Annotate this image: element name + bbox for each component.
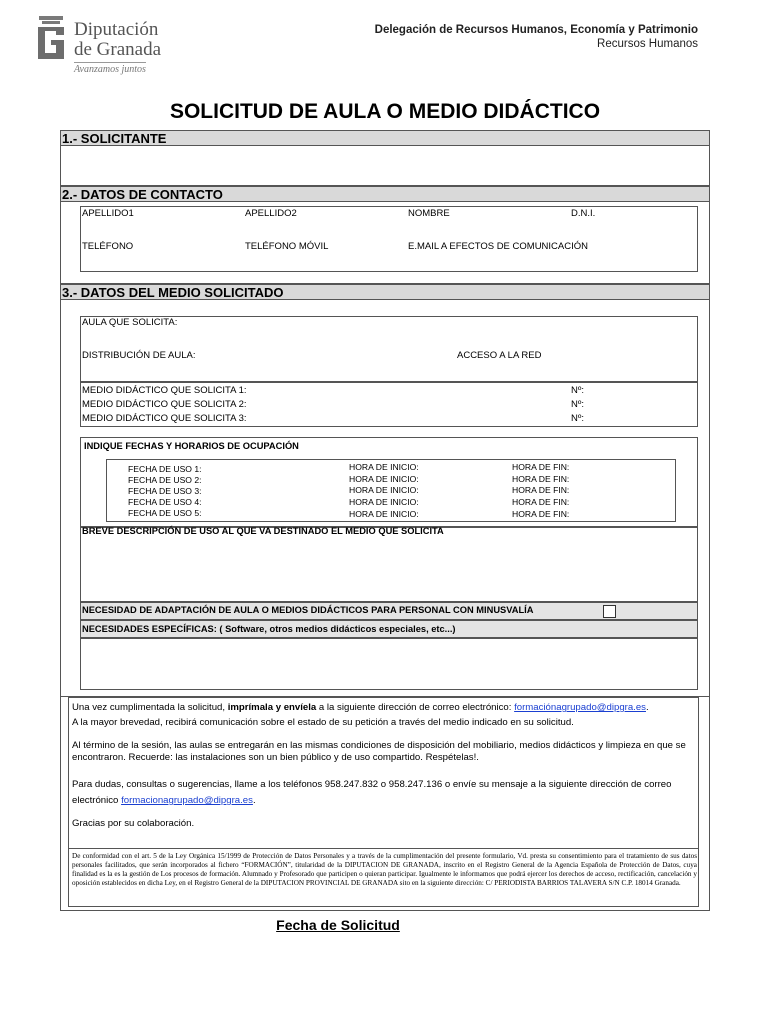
instruction-thanks: Gracias por su colaboración. [72,818,195,829]
org-name-line1: Diputación [74,19,159,40]
department-title: Delegación de Recursos Humanos, Economía y Patrimonio [374,24,698,36]
descripcion-heading: BREVE DESCRIPCIÓN DE USO AL QUE VA DESTINADO EL MEDIO QUE SOLICITA [82,526,444,536]
fecha-uso-1[interactable]: FECHA DE USO 1: [128,464,202,474]
apellido2-label[interactable]: APELLIDO2 [245,208,297,219]
fecha-uso-4[interactable]: FECHA DE USO 4: [128,497,202,507]
instruction-response: A la mayor brevedad, recibirá comunicación sobre el estado de su petición a través del medio indicado en su solicitud. [72,717,574,728]
fecha-uso-5[interactable]: FECHA DE USO 5: [128,508,202,518]
medio-3-numero[interactable]: Nº: [571,413,584,424]
legal-notice: De conformidad con el art. 5 de la Ley Orgánica 15/1999 de Protección de Datos Personales y a través de la cumplimentación del presente formulario, Vd. presta su consentimiento para el tratamiento de sus datos personales facilitados, que serán incorporados al fichero “FORMACIÓN”, titularidad de la DIPUTACION DE GRANADA, inscrito en el Registro General de la Agencia Española de Protección de Datos, cuya finalidad es la es la gestión de Los procesos de formación. Alumnado y Profesorado que participen o quieran participar. Igualmente le informamos que podrá ejercer los derechos de acceso, rectificación, cancelación y oposición establecidos en dicha Ley, en el Registro General de la DIPUTACION PROVINCIAL DE GRANADA sito en la siguiente dirección: C/ PERIODISTA BARRIOS TALAVERA S/N C.P. 18014 Granada. [72,852,697,887]
solicitante-field[interactable] [60,146,710,186]
fechas-heading: INDIQUE FECHAS Y HORARIOS DE OCUPACIÓN [84,441,299,451]
hora-inicio-4[interactable]: HORA DE INICIO: [349,497,419,507]
especificas-label: NECESIDADES ESPECÍFICAS: ( Software, otros medios didácticos especiales, etc...) [82,624,456,634]
distribucion-label[interactable]: DISTRIBUCIÓN DE AULA: [82,350,196,361]
hora-fin-1[interactable]: HORA DE FIN: [512,462,570,472]
section-contacto-heading: 2.- DATOS DE CONTACTO [60,186,710,202]
instruction-contact: Para dudas, consultas o sugerencias, llame a los teléfonos 958.247.832 o 958.247.136 o envíe su mensaje a la siguiente dirección de correo electrónico formacionagrupado@dipgra.es. [72,779,672,806]
telefono-label[interactable]: TELÉFONO [82,241,134,252]
hora-fin-4[interactable]: HORA DE FIN: [512,497,570,507]
hora-inicio-2[interactable]: HORA DE INICIO: [349,474,419,484]
email-link-2[interactable]: formacionagrupado@dipgra.es [121,795,253,806]
medio-2-numero[interactable]: Nº: [571,399,584,410]
descripcion-box[interactable] [80,527,698,602]
fecha-uso-3[interactable]: FECHA DE USO 3: [128,486,202,496]
section-medio-heading: 3.- DATOS DEL MEDIO SOLICITADO [60,284,710,300]
minusvalia-checkbox[interactable] [603,605,616,618]
instruction-aulas: Al término de la sesión, las aulas se entregarán en las mismas condiciones de disposición del mobiliario, medios didácticos y limpieza en que se encontraron. Recuerde: las instalaciones son un bien público y de uso compartido. Respételas!. [72,740,686,763]
hora-inicio-3[interactable]: HORA DE INICIO: [349,485,419,495]
dni-label[interactable]: D.N.I. [571,208,596,219]
hora-inicio-5[interactable]: HORA DE INICIO: [349,509,419,519]
hora-fin-5[interactable]: HORA DE FIN: [512,509,570,519]
form-outer-border [60,697,710,911]
fecha-uso-2[interactable]: FECHA DE USO 2: [128,475,202,485]
email-link-1[interactable]: formaciónagrupado@dipgra.es [514,702,646,713]
section-solicitante-heading: 1.- SOLICITANTE [60,130,710,146]
diputacion-logo-icon [34,15,68,63]
contact-fields-box [80,206,698,272]
email-label[interactable]: E.MAIL A EFECTOS DE COMUNICACIÓN [408,241,589,252]
hora-fin-3[interactable]: HORA DE FIN: [512,485,570,495]
medio-3-label[interactable]: MEDIO DIDÁCTICO QUE SOLICITA 3: [82,413,247,424]
fecha-solicitud-label: Fecha de Solicitud [276,917,400,933]
medio-2-label[interactable]: MEDIO DIDÁCTICO QUE SOLICITA 2: [82,399,247,410]
medio-1-label[interactable]: MEDIO DIDÁCTICO QUE SOLICITA 1: [82,385,247,396]
instruction-send: Una vez cumplimentada la solicitud, imprímala y envíela a la siguiente dirección de correo electrónico: formaciónagrupado@dipgra.es. [72,702,649,713]
aula-label[interactable]: AULA QUE SOLICITA: [82,317,178,328]
acceso-red-label[interactable]: ACCESO A LA RED [457,350,542,361]
especificas-field[interactable] [80,638,698,690]
org-slogan: Avanzamos juntos [74,64,146,75]
apellido1-label[interactable]: APELLIDO1 [82,208,134,219]
telefono-movil-label[interactable]: TELÉFONO MÓVIL [245,241,329,252]
minusvalia-label: NECESIDAD DE ADAPTACIÓN DE AULA O MEDIOS DIDÁCTICOS PARA PERSONAL CON MINUSVALÍA [82,605,534,615]
org-name-line2: de Granada [74,39,162,60]
hora-fin-2[interactable]: HORA DE FIN: [512,474,570,484]
nombre-label[interactable]: NOMBRE [408,208,450,219]
hora-inicio-1[interactable]: HORA DE INICIO: [349,462,419,472]
page-title: SOLICITUD DE AULA O MEDIO DIDÁCTICO [169,100,601,123]
subdepartment-title: Recursos Humanos [597,38,698,50]
medio-1-numero[interactable]: Nº: [571,385,584,396]
